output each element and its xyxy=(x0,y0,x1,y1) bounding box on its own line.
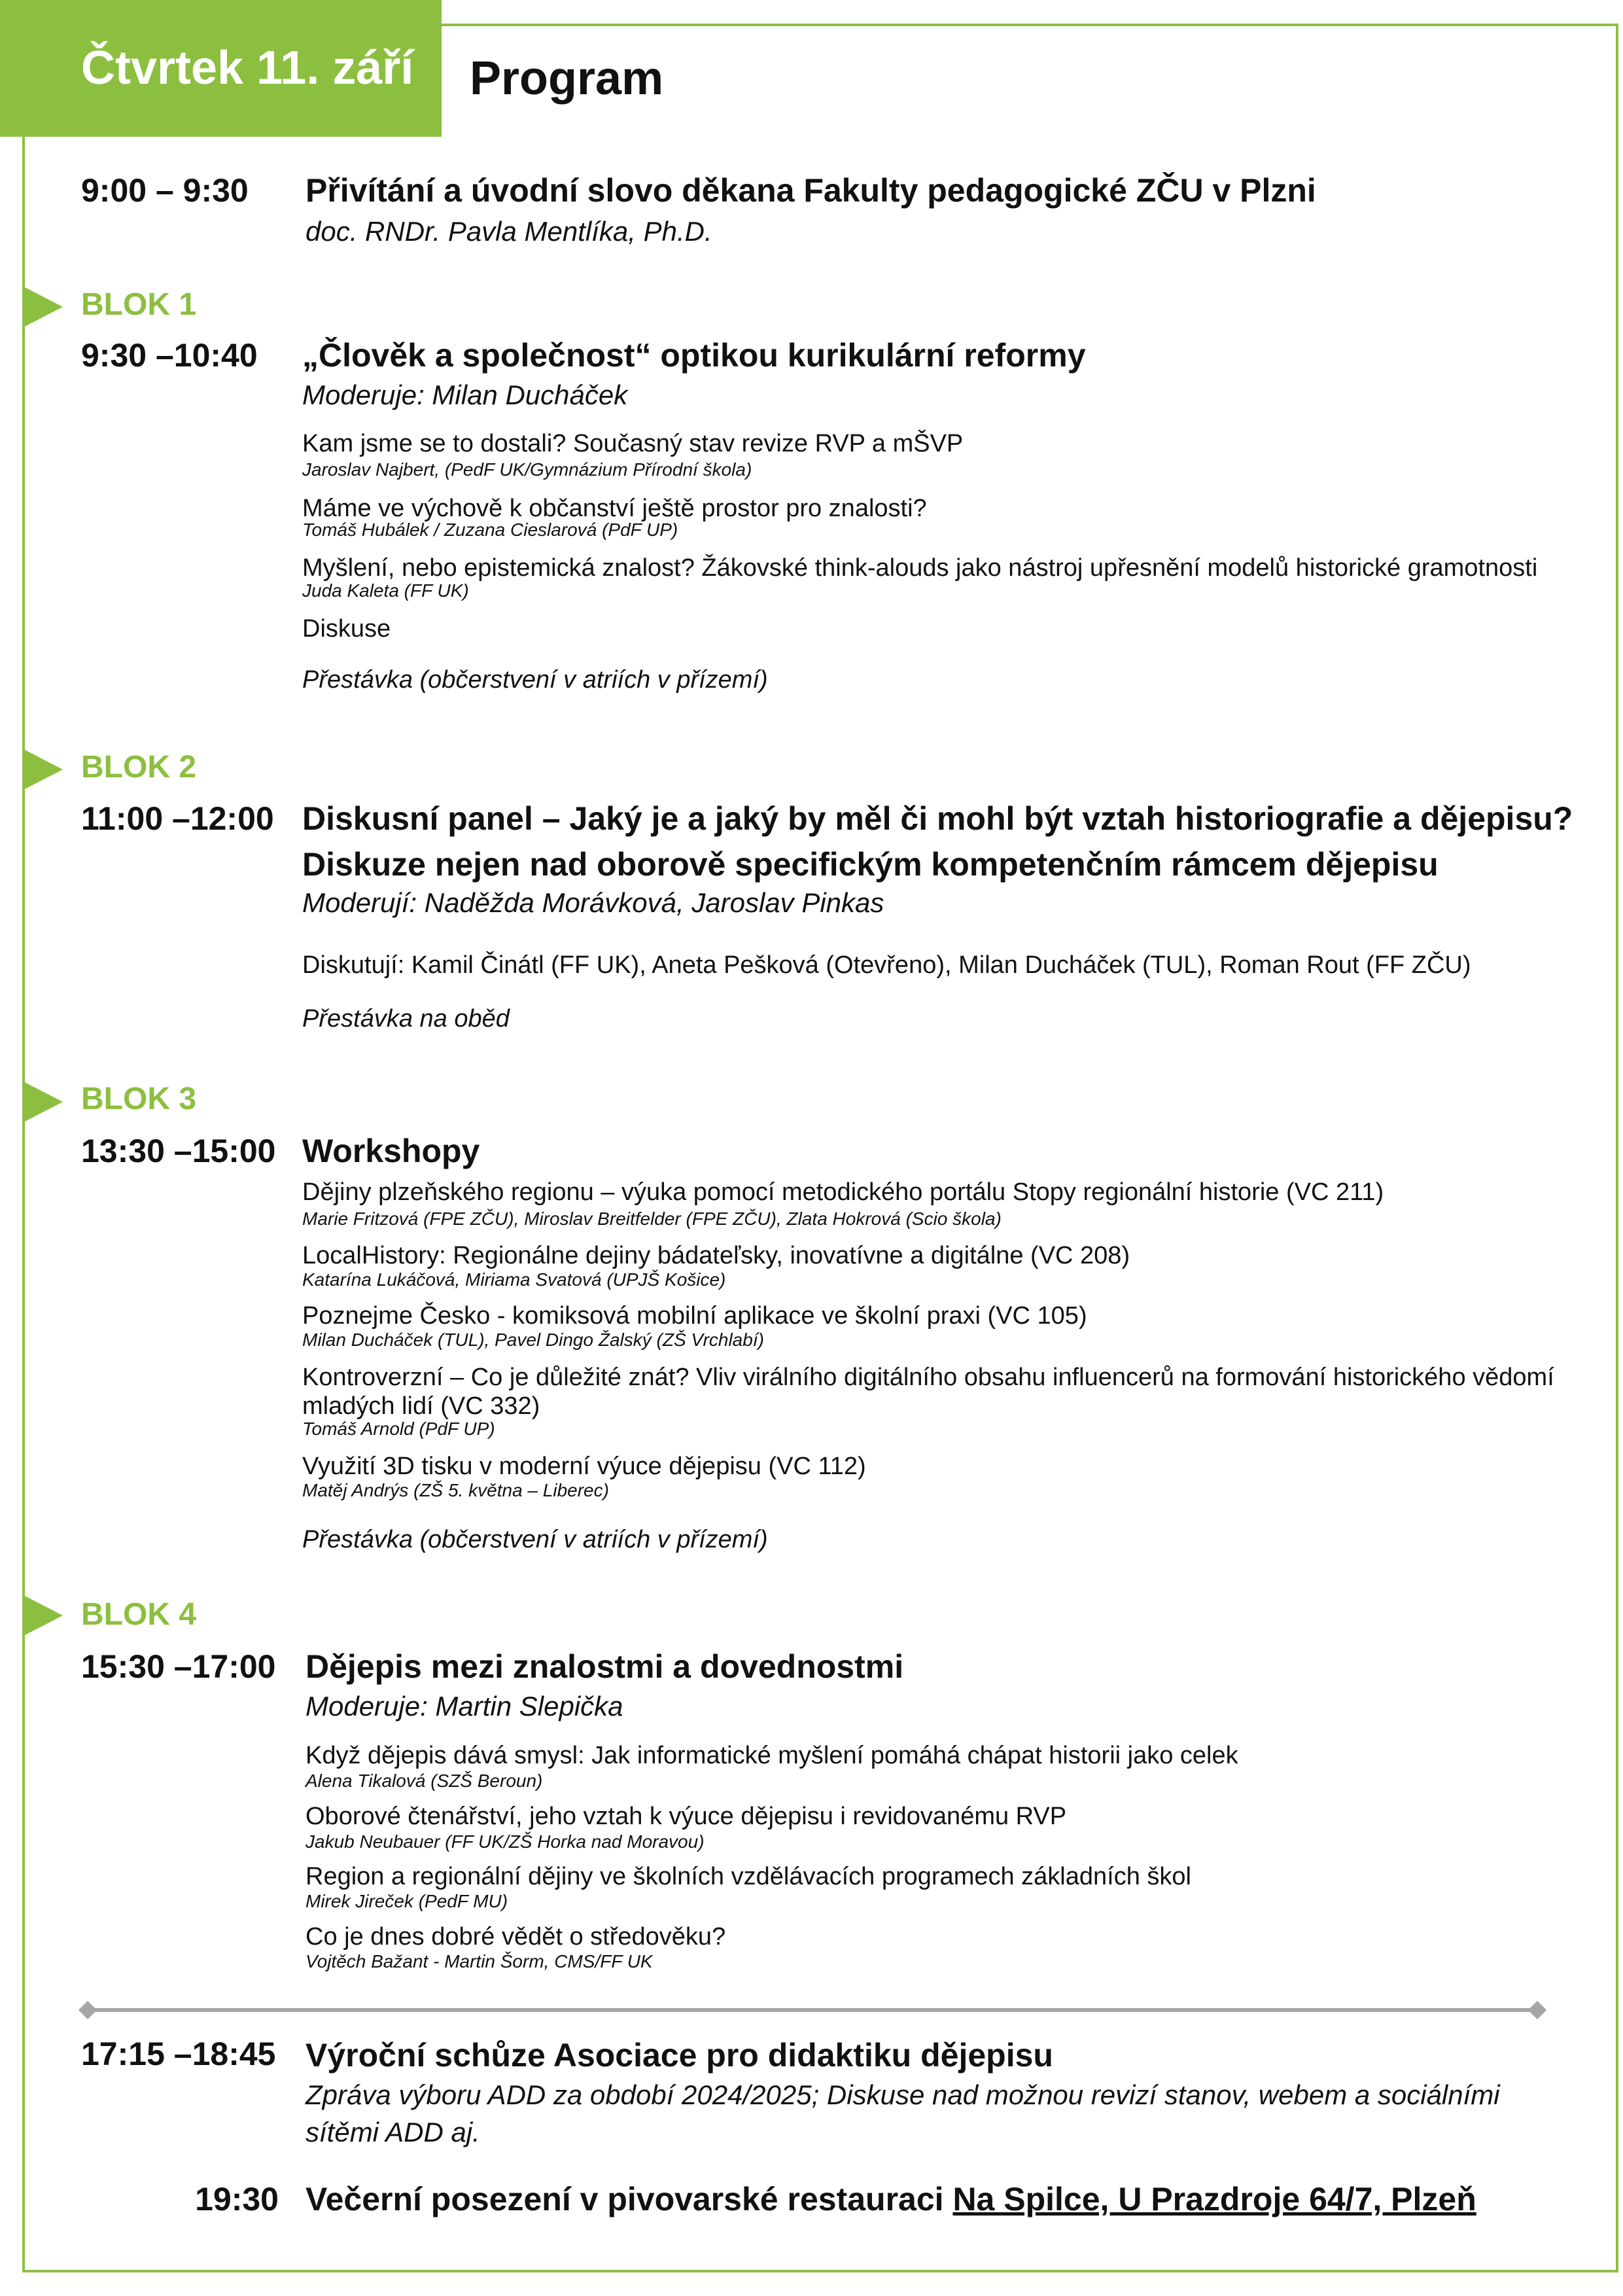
blok3-talk-title: Dějiny plzeňského regionu – výuka pomocí metodického portálu Stopy regionální historie (VC 211) xyxy=(302,1178,1384,1206)
meeting-desc-line1: Zpráva výboru ADD za období 2024/2025; Diskuse nad možnou revizí stanov, webem a sociálními xyxy=(305,2079,1500,2110)
blok1-talk-speaker: Jaroslav Najbert, (PedF UK/Gymnázium Přírodní škola) xyxy=(302,459,752,480)
blok2-arrow-icon xyxy=(22,749,63,790)
blok4-talk-speaker: Alena Tikalová (SZŠ Beroun) xyxy=(305,1771,543,1791)
blok2-title-line1: Diskusní panel – Jaký je a jaký by měl či mohl být vztah historiografie a dějepisu? xyxy=(302,800,1573,837)
welcome-title: Přivítání a úvodní slovo děkana Fakulty pedagogické ZČU v Plzni xyxy=(305,172,1316,209)
blok3-talk-title: Kontroverzní – Co je důležité znát? Vliv virálního digitálního obsahu influencerů na formování historického vědomí mladých lidí (VC 332) xyxy=(302,1364,1554,1420)
evening-title: Večerní posezení v pivovarské restauraci xyxy=(305,2181,953,2217)
blok2-break: Přestávka na oběd xyxy=(302,1005,510,1033)
blok4-talk-title: Oborové čtenářství, jeho vztah k výuce dějepisu i revidovanému RVP xyxy=(305,1803,1067,1830)
blok2-time: 11:00 –12:00 xyxy=(81,800,274,837)
blok1-moderator: Moderuje: Milan Ducháček xyxy=(302,380,628,410)
meeting-title: Výroční schůze Asociace pro didaktiku dějepisu xyxy=(305,2037,1053,2074)
blok4-arrow-icon xyxy=(22,1595,63,1636)
blok4-talk-title: Region a regionální dějiny ve školních vzdělávacích programech základních škol xyxy=(305,1863,1191,1890)
blok2-title-line2: Diskuze nejen nad oborově specifickým kompetenčním rámcem dějepisu xyxy=(302,846,1439,883)
blok1-discussion: Diskuse xyxy=(302,615,391,643)
blok4-talk-speaker: Mirek Jireček (PedF MU) xyxy=(305,1891,508,1911)
blok3-arrow-icon xyxy=(22,1081,63,1123)
blok1-talk-speaker: Juda Kaleta (FF UK) xyxy=(302,580,469,601)
evening-event xyxy=(305,2180,1476,2218)
blok3-talk-title: Využití 3D tisku v moderní výuce dějepisu (VC 112) xyxy=(302,1453,866,1480)
blok4-talk-title: Co je dnes dobré vědět o středověku? xyxy=(305,1923,726,1951)
blok3-talk-speaker: Milan Ducháček (TUL), Pavel Dingo Žalský (ZŠ Vrchlabí) xyxy=(302,1330,764,1350)
blok1-label: BLOK 1 xyxy=(81,287,197,322)
evening-time: 19:30 xyxy=(195,2181,279,2217)
blok1-talk-speaker: Tomáš Hubálek / Zuzana Cieslarová (PdF UP) xyxy=(302,520,678,540)
welcome-speaker: doc. RNDr. Pavla Mentlíka, Ph.D. xyxy=(305,216,712,247)
blok2-label: BLOK 2 xyxy=(81,750,197,785)
blok3-break: Přestávka (občerstvení v atriích v přízemí) xyxy=(302,1526,768,1553)
blok3-time: 13:30 –15:00 xyxy=(81,1133,276,1169)
blok1-arrow-icon xyxy=(22,286,63,328)
blok1-talk-title: Kam jsme se to dostali? Současný stav revize RVP a mŠVP xyxy=(302,430,964,457)
blok3-talk-title: LocalHistory: Regionálne dejiny bádateľsky, inovatívne a digitálne (VC 208) xyxy=(302,1242,1130,1269)
blok1-break: Přestávka (občerstvení v atriích v přízemí) xyxy=(302,666,768,694)
blok4-talk-title: Když dějepis dává smysl: Jak informatické myšlení pomáhá chápat historii jako celek xyxy=(305,1742,1238,1769)
section-divider xyxy=(88,2008,1537,2012)
blok1-title: „Člověk a společnost“ optikou kurikulární reformy xyxy=(302,337,1086,374)
blok2-moderator: Moderují: Naděžda Morávková, Jaroslav Pinkas xyxy=(302,887,884,918)
meeting-time: 17:15 –18:45 xyxy=(81,2036,276,2072)
blok3-label: BLOK 3 xyxy=(81,1082,197,1116)
day-header xyxy=(0,0,442,137)
blok2-panelists: Diskutují: Kamil Činátl (FF UK), Aneta Pešková (Otevřeno), Milan Ducháček (TUL), Roman Rout (FF ZČU) xyxy=(302,951,1471,979)
blok3-talk-title: Poznejme Česko - komiksová mobilní aplikace ve školní praxi (VC 105) xyxy=(302,1302,1087,1330)
page-title: Program xyxy=(470,52,664,105)
blok1-talk-title: Myšlení, nebo epistemická znalost? Žákovské think-alouds jako nástroj upřesnění modelů historické gramotnosti xyxy=(302,554,1538,582)
blok3-title: Workshopy xyxy=(302,1133,480,1169)
blok4-title: Dějepis mezi znalostmi a dovednostmi xyxy=(305,1648,904,1685)
blok4-label: BLOK 4 xyxy=(81,1597,197,1632)
blok3-talk-speaker: Marie Fritzová (FPE ZČU), Miroslav Breitfelder (FPE ZČU), Zlata Hokrová (Scio škola) xyxy=(302,1209,1002,1229)
blok4-talk-speaker: Jakub Neubauer (FF UK/ZŠ Horka nad Moravou) xyxy=(305,1831,705,1852)
blok1-talk-title: Máme ve výchově k občanství ještě prostor pro znalosti? xyxy=(302,495,927,522)
venue-link[interactable]: Na Spilce, U Prazdroje 64/7, Plzeň xyxy=(952,2181,1476,2217)
day-label: Čtvrtek 11. září xyxy=(81,42,414,94)
blok3-talk-speaker: Matěj Andrýs (ZŠ 5. května – Liberec) xyxy=(302,1480,609,1500)
blok4-talk-speaker: Vojtěch Bažant - Martin Šorm, CMS/FF UK xyxy=(305,1951,653,1971)
blok3-talk-speaker: Tomáš Arnold (PdF UP) xyxy=(302,1419,495,1439)
blok3-talk-speaker: Katarína Lukáčová, Miriama Svatová (UPJŠ Košice) xyxy=(302,1269,726,1290)
meeting-desc-line2: sítěmi ADD aj. xyxy=(305,2117,480,2147)
welcome-time: 9:00 – 9:30 xyxy=(81,172,249,209)
blok1-time: 9:30 –10:40 xyxy=(81,337,258,374)
blok4-time: 15:30 –17:00 xyxy=(81,1648,276,1685)
blok4-moderator: Moderuje: Martin Slepička xyxy=(305,1691,623,1722)
